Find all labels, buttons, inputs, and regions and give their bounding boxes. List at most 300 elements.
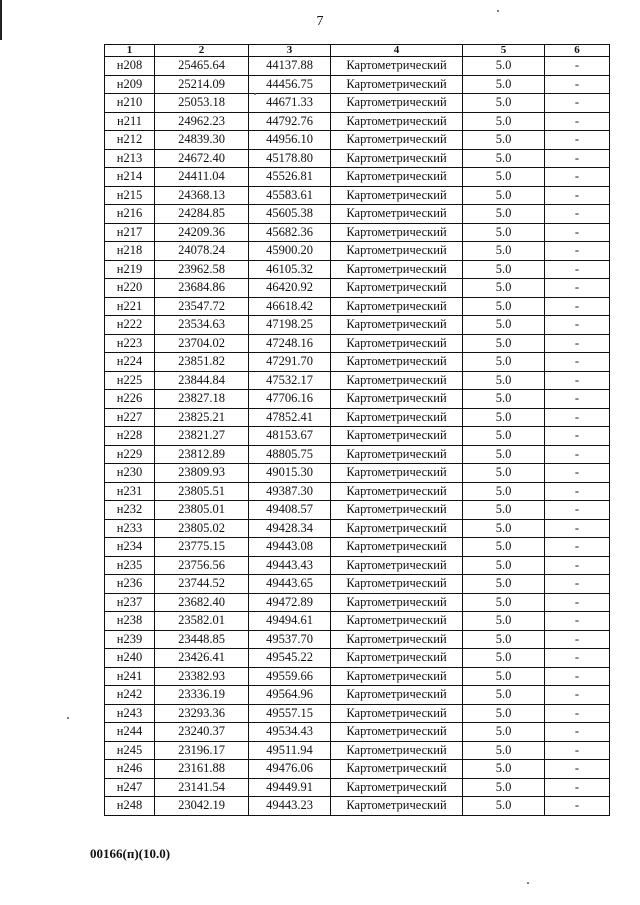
y-coordinate-cell: 49511.94 bbox=[249, 741, 331, 760]
x-coordinate-cell: 23448.85 bbox=[155, 630, 249, 649]
method-cell: Картометрический bbox=[331, 186, 463, 205]
method-cell: Картометрический bbox=[331, 260, 463, 279]
accuracy-cell: 5.0 bbox=[463, 427, 545, 446]
accuracy-cell: 5.0 bbox=[463, 667, 545, 686]
x-coordinate-cell: 23704.02 bbox=[155, 334, 249, 353]
point-id-cell: н214 bbox=[105, 168, 155, 187]
note-cell: - bbox=[545, 538, 610, 557]
y-coordinate-cell: 47852.41 bbox=[249, 408, 331, 427]
note-cell: - bbox=[545, 353, 610, 372]
header-cell: 4 bbox=[331, 45, 463, 57]
method-cell: Картометрический bbox=[331, 593, 463, 612]
point-id-cell: н237 bbox=[105, 593, 155, 612]
y-coordinate-cell: 49443.43 bbox=[249, 556, 331, 575]
method-cell: Картометрический bbox=[331, 630, 463, 649]
table-row bbox=[105, 501, 610, 520]
x-coordinate-cell: 23805.02 bbox=[155, 519, 249, 538]
point-id-cell: н247 bbox=[105, 778, 155, 797]
accuracy-cell: 5.0 bbox=[463, 575, 545, 594]
method-cell: Картометрический bbox=[331, 57, 463, 76]
accuracy-cell: 5.0 bbox=[463, 57, 545, 76]
table-row bbox=[105, 667, 610, 686]
note-cell: - bbox=[545, 686, 610, 705]
table-row bbox=[105, 75, 610, 94]
table-row bbox=[105, 797, 610, 816]
note-cell: - bbox=[545, 242, 610, 261]
document-code: 00166(п)(10.0) bbox=[90, 846, 171, 861]
x-coordinate-cell: 23582.01 bbox=[155, 612, 249, 631]
accuracy-cell: 5.0 bbox=[463, 279, 545, 298]
header-cell: 2 bbox=[155, 45, 249, 57]
table-row bbox=[105, 242, 610, 261]
point-id-cell: н239 bbox=[105, 630, 155, 649]
point-id-cell: н217 bbox=[105, 223, 155, 242]
y-coordinate-cell: 49472.89 bbox=[249, 593, 331, 612]
method-cell: Картометрический bbox=[331, 316, 463, 335]
coordinates-table bbox=[104, 44, 610, 816]
point-id-cell: н223 bbox=[105, 334, 155, 353]
x-coordinate-cell: 23844.84 bbox=[155, 371, 249, 390]
note-cell: - bbox=[545, 704, 610, 723]
note-cell: - bbox=[545, 390, 610, 409]
method-cell: Картометрический bbox=[331, 501, 463, 520]
y-coordinate-cell: 45583.61 bbox=[249, 186, 331, 205]
point-id-cell: н221 bbox=[105, 297, 155, 316]
scan-speck bbox=[67, 717, 69, 719]
point-id-cell: н236 bbox=[105, 575, 155, 594]
point-id-cell: н243 bbox=[105, 704, 155, 723]
method-cell: Картометрический bbox=[331, 168, 463, 187]
table-row bbox=[105, 519, 610, 538]
table-row bbox=[105, 205, 610, 224]
method-cell: Картометрический bbox=[331, 223, 463, 242]
accuracy-cell: 5.0 bbox=[463, 593, 545, 612]
accuracy-cell: 5.0 bbox=[463, 519, 545, 538]
note-cell: - bbox=[545, 279, 610, 298]
note-cell: - bbox=[545, 427, 610, 446]
accuracy-cell: 5.0 bbox=[463, 538, 545, 557]
note-cell: - bbox=[545, 408, 610, 427]
point-id-cell: н219 bbox=[105, 260, 155, 279]
note-cell: - bbox=[545, 575, 610, 594]
note-cell: - bbox=[545, 778, 610, 797]
point-id-cell: н209 bbox=[105, 75, 155, 94]
method-cell: Картометрический bbox=[331, 75, 463, 94]
accuracy-cell: 5.0 bbox=[463, 112, 545, 131]
method-cell: Картометрический bbox=[331, 667, 463, 686]
y-coordinate-cell: 44456.75 bbox=[249, 75, 331, 94]
y-coordinate-cell: 48805.75 bbox=[249, 445, 331, 464]
accuracy-cell: 5.0 bbox=[463, 371, 545, 390]
accuracy-cell: 5.0 bbox=[463, 186, 545, 205]
method-cell: Картометрический bbox=[331, 353, 463, 372]
table-row bbox=[105, 760, 610, 779]
point-id-cell: н225 bbox=[105, 371, 155, 390]
x-coordinate-cell: 24839.30 bbox=[155, 131, 249, 150]
note-cell: - bbox=[545, 316, 610, 335]
y-coordinate-cell: 47706.16 bbox=[249, 390, 331, 409]
method-cell: Картометрический bbox=[331, 131, 463, 150]
accuracy-cell: 5.0 bbox=[463, 649, 545, 668]
note-cell: - bbox=[545, 297, 610, 316]
y-coordinate-cell: 44956.10 bbox=[249, 131, 331, 150]
accuracy-cell: 5.0 bbox=[463, 131, 545, 150]
x-coordinate-cell: 24962.23 bbox=[155, 112, 249, 131]
y-coordinate-cell: 47291.70 bbox=[249, 353, 331, 372]
method-cell: Картометрический bbox=[331, 297, 463, 316]
table-row bbox=[105, 112, 610, 131]
table-row bbox=[105, 649, 610, 668]
table-row bbox=[105, 260, 610, 279]
table-row bbox=[105, 612, 610, 631]
header-cell: 5 bbox=[463, 45, 545, 57]
accuracy-cell: 5.0 bbox=[463, 741, 545, 760]
x-coordinate-cell: 23196.17 bbox=[155, 741, 249, 760]
accuracy-cell: 5.0 bbox=[463, 630, 545, 649]
table-row bbox=[105, 390, 610, 409]
accuracy-cell: 5.0 bbox=[463, 205, 545, 224]
note-cell: - bbox=[545, 149, 610, 168]
method-cell: Картометрический bbox=[331, 408, 463, 427]
table-row bbox=[105, 94, 610, 113]
x-coordinate-cell: 23827.18 bbox=[155, 390, 249, 409]
accuracy-cell: 5.0 bbox=[463, 723, 545, 742]
point-id-cell: н248 bbox=[105, 797, 155, 816]
x-coordinate-cell: 23821.27 bbox=[155, 427, 249, 446]
method-cell: Картометрический bbox=[331, 556, 463, 575]
table-row bbox=[105, 297, 610, 316]
accuracy-cell: 5.0 bbox=[463, 464, 545, 483]
method-cell: Картометрический bbox=[331, 242, 463, 261]
point-id-cell: н240 bbox=[105, 649, 155, 668]
note-cell: - bbox=[545, 723, 610, 742]
y-coordinate-cell: 45682.36 bbox=[249, 223, 331, 242]
method-cell: Картометрический bbox=[331, 334, 463, 353]
note-cell: - bbox=[545, 630, 610, 649]
note-cell: - bbox=[545, 797, 610, 816]
x-coordinate-cell: 25465.64 bbox=[155, 57, 249, 76]
method-cell: Картометрический bbox=[331, 205, 463, 224]
table-row bbox=[105, 353, 610, 372]
x-coordinate-cell: 24368.13 bbox=[155, 186, 249, 205]
point-id-cell: н226 bbox=[105, 390, 155, 409]
y-coordinate-cell: 49015.30 bbox=[249, 464, 331, 483]
y-coordinate-cell: 49534.43 bbox=[249, 723, 331, 742]
note-cell: - bbox=[545, 371, 610, 390]
point-id-cell: н232 bbox=[105, 501, 155, 520]
table-row bbox=[105, 427, 610, 446]
table-row bbox=[105, 556, 610, 575]
note-cell: - bbox=[545, 186, 610, 205]
table-row bbox=[105, 538, 610, 557]
accuracy-cell: 5.0 bbox=[463, 168, 545, 187]
table-row bbox=[105, 630, 610, 649]
accuracy-cell: 5.0 bbox=[463, 94, 545, 113]
accuracy-cell: 5.0 bbox=[463, 316, 545, 335]
method-cell: Картометрический bbox=[331, 112, 463, 131]
x-coordinate-cell: 23042.19 bbox=[155, 797, 249, 816]
y-coordinate-cell: 44792.76 bbox=[249, 112, 331, 131]
accuracy-cell: 5.0 bbox=[463, 760, 545, 779]
accuracy-cell: 5.0 bbox=[463, 556, 545, 575]
accuracy-cell: 5.0 bbox=[463, 334, 545, 353]
y-coordinate-cell: 45526.81 bbox=[249, 168, 331, 187]
y-coordinate-cell: 49557.15 bbox=[249, 704, 331, 723]
accuracy-cell: 5.0 bbox=[463, 242, 545, 261]
method-cell: Картометрический bbox=[331, 612, 463, 631]
table-row bbox=[105, 316, 610, 335]
point-id-cell: н234 bbox=[105, 538, 155, 557]
y-coordinate-cell: 49443.65 bbox=[249, 575, 331, 594]
x-coordinate-cell: 23825.21 bbox=[155, 408, 249, 427]
x-coordinate-cell: 23684.86 bbox=[155, 279, 249, 298]
y-coordinate-cell: 49387.30 bbox=[249, 482, 331, 501]
accuracy-cell: 5.0 bbox=[463, 482, 545, 501]
x-coordinate-cell: 23756.56 bbox=[155, 556, 249, 575]
x-coordinate-cell: 23805.01 bbox=[155, 501, 249, 520]
method-cell: Картометрический bbox=[331, 390, 463, 409]
header-cell: 6 bbox=[545, 45, 610, 57]
method-cell: Картометрический bbox=[331, 797, 463, 816]
point-id-cell: н229 bbox=[105, 445, 155, 464]
x-coordinate-cell: 23293.36 bbox=[155, 704, 249, 723]
x-coordinate-cell: 25053.18 bbox=[155, 94, 249, 113]
x-coordinate-cell: 23805.51 bbox=[155, 482, 249, 501]
y-coordinate-cell: 49564.96 bbox=[249, 686, 331, 705]
table-row bbox=[105, 186, 610, 205]
accuracy-cell: 5.0 bbox=[463, 408, 545, 427]
point-id-cell: н211 bbox=[105, 112, 155, 131]
point-id-cell: н238 bbox=[105, 612, 155, 631]
point-id-cell: н241 bbox=[105, 667, 155, 686]
method-cell: Картометрический bbox=[331, 94, 463, 113]
point-id-cell: н212 bbox=[105, 131, 155, 150]
table-row bbox=[105, 334, 610, 353]
y-coordinate-cell: 49443.23 bbox=[249, 797, 331, 816]
table-row bbox=[105, 741, 610, 760]
table-row bbox=[105, 778, 610, 797]
point-id-cell: н210 bbox=[105, 94, 155, 113]
note-cell: - bbox=[545, 649, 610, 668]
point-id-cell: н213 bbox=[105, 149, 155, 168]
point-id-cell: н245 bbox=[105, 741, 155, 760]
note-cell: - bbox=[545, 131, 610, 150]
table-row bbox=[105, 131, 610, 150]
accuracy-cell: 5.0 bbox=[463, 501, 545, 520]
scan-speck bbox=[527, 882, 529, 884]
y-coordinate-cell: 49537.70 bbox=[249, 630, 331, 649]
method-cell: Картометрический bbox=[331, 445, 463, 464]
point-id-cell: н220 bbox=[105, 279, 155, 298]
y-coordinate-cell: 45178.80 bbox=[249, 149, 331, 168]
x-coordinate-cell: 23161.88 bbox=[155, 760, 249, 779]
y-coordinate-cell: 46420.92 bbox=[249, 279, 331, 298]
x-coordinate-cell: 24078.24 bbox=[155, 242, 249, 261]
x-coordinate-cell: 25214.09 bbox=[155, 75, 249, 94]
y-coordinate-cell: 49449.91 bbox=[249, 778, 331, 797]
point-id-cell: н246 bbox=[105, 760, 155, 779]
x-coordinate-cell: 23547.72 bbox=[155, 297, 249, 316]
accuracy-cell: 5.0 bbox=[463, 75, 545, 94]
x-coordinate-cell: 23682.40 bbox=[155, 593, 249, 612]
y-coordinate-cell: 49428.34 bbox=[249, 519, 331, 538]
point-id-cell: н215 bbox=[105, 186, 155, 205]
y-coordinate-cell: 45900.20 bbox=[249, 242, 331, 261]
method-cell: Картометрический bbox=[331, 371, 463, 390]
y-coordinate-cell: 45605.38 bbox=[249, 205, 331, 224]
note-cell: - bbox=[545, 556, 610, 575]
x-coordinate-cell: 23426.41 bbox=[155, 649, 249, 668]
accuracy-cell: 5.0 bbox=[463, 223, 545, 242]
table-row bbox=[105, 223, 610, 242]
note-cell: - bbox=[545, 741, 610, 760]
table-row bbox=[105, 723, 610, 742]
scan-speck bbox=[254, 93, 256, 95]
point-id-cell: н244 bbox=[105, 723, 155, 742]
note-cell: - bbox=[545, 223, 610, 242]
x-coordinate-cell: 23851.82 bbox=[155, 353, 249, 372]
y-coordinate-cell: 49494.61 bbox=[249, 612, 331, 631]
note-cell: - bbox=[545, 94, 610, 113]
note-cell: - bbox=[545, 464, 610, 483]
y-coordinate-cell: 47198.25 bbox=[249, 316, 331, 335]
accuracy-cell: 5.0 bbox=[463, 353, 545, 372]
method-cell: Картометрический bbox=[331, 427, 463, 446]
note-cell: - bbox=[545, 519, 610, 538]
table-row bbox=[105, 482, 610, 501]
note-cell: - bbox=[545, 112, 610, 131]
header-cell: 1 bbox=[105, 45, 155, 57]
x-coordinate-cell: 23240.37 bbox=[155, 723, 249, 742]
x-coordinate-cell: 23775.15 bbox=[155, 538, 249, 557]
x-coordinate-cell: 23534.63 bbox=[155, 316, 249, 335]
method-cell: Картометрический bbox=[331, 279, 463, 298]
x-coordinate-cell: 23141.54 bbox=[155, 778, 249, 797]
x-coordinate-cell: 24672.40 bbox=[155, 149, 249, 168]
method-cell: Картометрический bbox=[331, 538, 463, 557]
note-cell: - bbox=[545, 260, 610, 279]
table-row bbox=[105, 408, 610, 427]
method-cell: Картометрический bbox=[331, 464, 463, 483]
y-coordinate-cell: 46618.42 bbox=[249, 297, 331, 316]
point-id-cell: н233 bbox=[105, 519, 155, 538]
y-coordinate-cell: 47248.16 bbox=[249, 334, 331, 353]
accuracy-cell: 5.0 bbox=[463, 149, 545, 168]
method-cell: Картометрический bbox=[331, 778, 463, 797]
method-cell: Картометрический bbox=[331, 519, 463, 538]
table-row bbox=[105, 57, 610, 76]
table-header-row bbox=[105, 45, 610, 57]
y-coordinate-cell: 46105.32 bbox=[249, 260, 331, 279]
accuracy-cell: 5.0 bbox=[463, 390, 545, 409]
y-coordinate-cell: 47532.17 bbox=[249, 371, 331, 390]
point-id-cell: н218 bbox=[105, 242, 155, 261]
table-row bbox=[105, 149, 610, 168]
header-cell: 3 bbox=[249, 45, 331, 57]
accuracy-cell: 5.0 bbox=[463, 797, 545, 816]
note-cell: - bbox=[545, 75, 610, 94]
point-id-cell: н235 bbox=[105, 556, 155, 575]
accuracy-cell: 5.0 bbox=[463, 297, 545, 316]
point-id-cell: н227 bbox=[105, 408, 155, 427]
point-id-cell: н216 bbox=[105, 205, 155, 224]
method-cell: Картометрический bbox=[331, 575, 463, 594]
note-cell: - bbox=[545, 205, 610, 224]
point-id-cell: н230 bbox=[105, 464, 155, 483]
note-cell: - bbox=[545, 501, 610, 520]
x-coordinate-cell: 23382.93 bbox=[155, 667, 249, 686]
note-cell: - bbox=[545, 667, 610, 686]
x-coordinate-cell: 23336.19 bbox=[155, 686, 249, 705]
table-row bbox=[105, 279, 610, 298]
note-cell: - bbox=[545, 445, 610, 464]
accuracy-cell: 5.0 bbox=[463, 778, 545, 797]
table-row bbox=[105, 575, 610, 594]
note-cell: - bbox=[545, 612, 610, 631]
y-coordinate-cell: 49408.57 bbox=[249, 501, 331, 520]
point-id-cell: н224 bbox=[105, 353, 155, 372]
note-cell: - bbox=[545, 760, 610, 779]
method-cell: Картометрический bbox=[331, 482, 463, 501]
x-coordinate-cell: 24411.04 bbox=[155, 168, 249, 187]
method-cell: Картометрический bbox=[331, 686, 463, 705]
accuracy-cell: 5.0 bbox=[463, 686, 545, 705]
point-id-cell: н222 bbox=[105, 316, 155, 335]
method-cell: Картометрический bbox=[331, 649, 463, 668]
x-coordinate-cell: 24284.85 bbox=[155, 205, 249, 224]
x-coordinate-cell: 23812.89 bbox=[155, 445, 249, 464]
note-cell: - bbox=[545, 168, 610, 187]
accuracy-cell: 5.0 bbox=[463, 445, 545, 464]
accuracy-cell: 5.0 bbox=[463, 260, 545, 279]
table-row bbox=[105, 168, 610, 187]
y-coordinate-cell: 49476.06 bbox=[249, 760, 331, 779]
accuracy-cell: 5.0 bbox=[463, 704, 545, 723]
x-coordinate-cell: 23809.93 bbox=[155, 464, 249, 483]
note-cell: - bbox=[545, 593, 610, 612]
y-coordinate-cell: 49545.22 bbox=[249, 649, 331, 668]
note-cell: - bbox=[545, 334, 610, 353]
y-coordinate-cell: 49443.08 bbox=[249, 538, 331, 557]
method-cell: Картометрический bbox=[331, 149, 463, 168]
table-row bbox=[105, 704, 610, 723]
point-id-cell: н228 bbox=[105, 427, 155, 446]
table-row bbox=[105, 464, 610, 483]
y-coordinate-cell: 44137.88 bbox=[249, 57, 331, 76]
point-id-cell: н208 bbox=[105, 57, 155, 76]
table-row bbox=[105, 686, 610, 705]
x-coordinate-cell: 24209.36 bbox=[155, 223, 249, 242]
scan-speck bbox=[497, 10, 499, 12]
point-id-cell: н231 bbox=[105, 482, 155, 501]
method-cell: Картометрический bbox=[331, 704, 463, 723]
point-id-cell: н242 bbox=[105, 686, 155, 705]
method-cell: Картометрический bbox=[331, 723, 463, 742]
table-row bbox=[105, 371, 610, 390]
note-cell: - bbox=[545, 57, 610, 76]
y-coordinate-cell: 44671.33 bbox=[249, 94, 331, 113]
x-coordinate-cell: 23744.52 bbox=[155, 575, 249, 594]
y-coordinate-cell: 49559.66 bbox=[249, 667, 331, 686]
method-cell: Картометрический bbox=[331, 760, 463, 779]
table-row bbox=[105, 445, 610, 464]
note-cell: - bbox=[545, 482, 610, 501]
page-number: 7 bbox=[316, 14, 324, 29]
table-row bbox=[105, 593, 610, 612]
method-cell: Картометрический bbox=[331, 741, 463, 760]
x-coordinate-cell: 23962.58 bbox=[155, 260, 249, 279]
table-body bbox=[105, 57, 610, 816]
